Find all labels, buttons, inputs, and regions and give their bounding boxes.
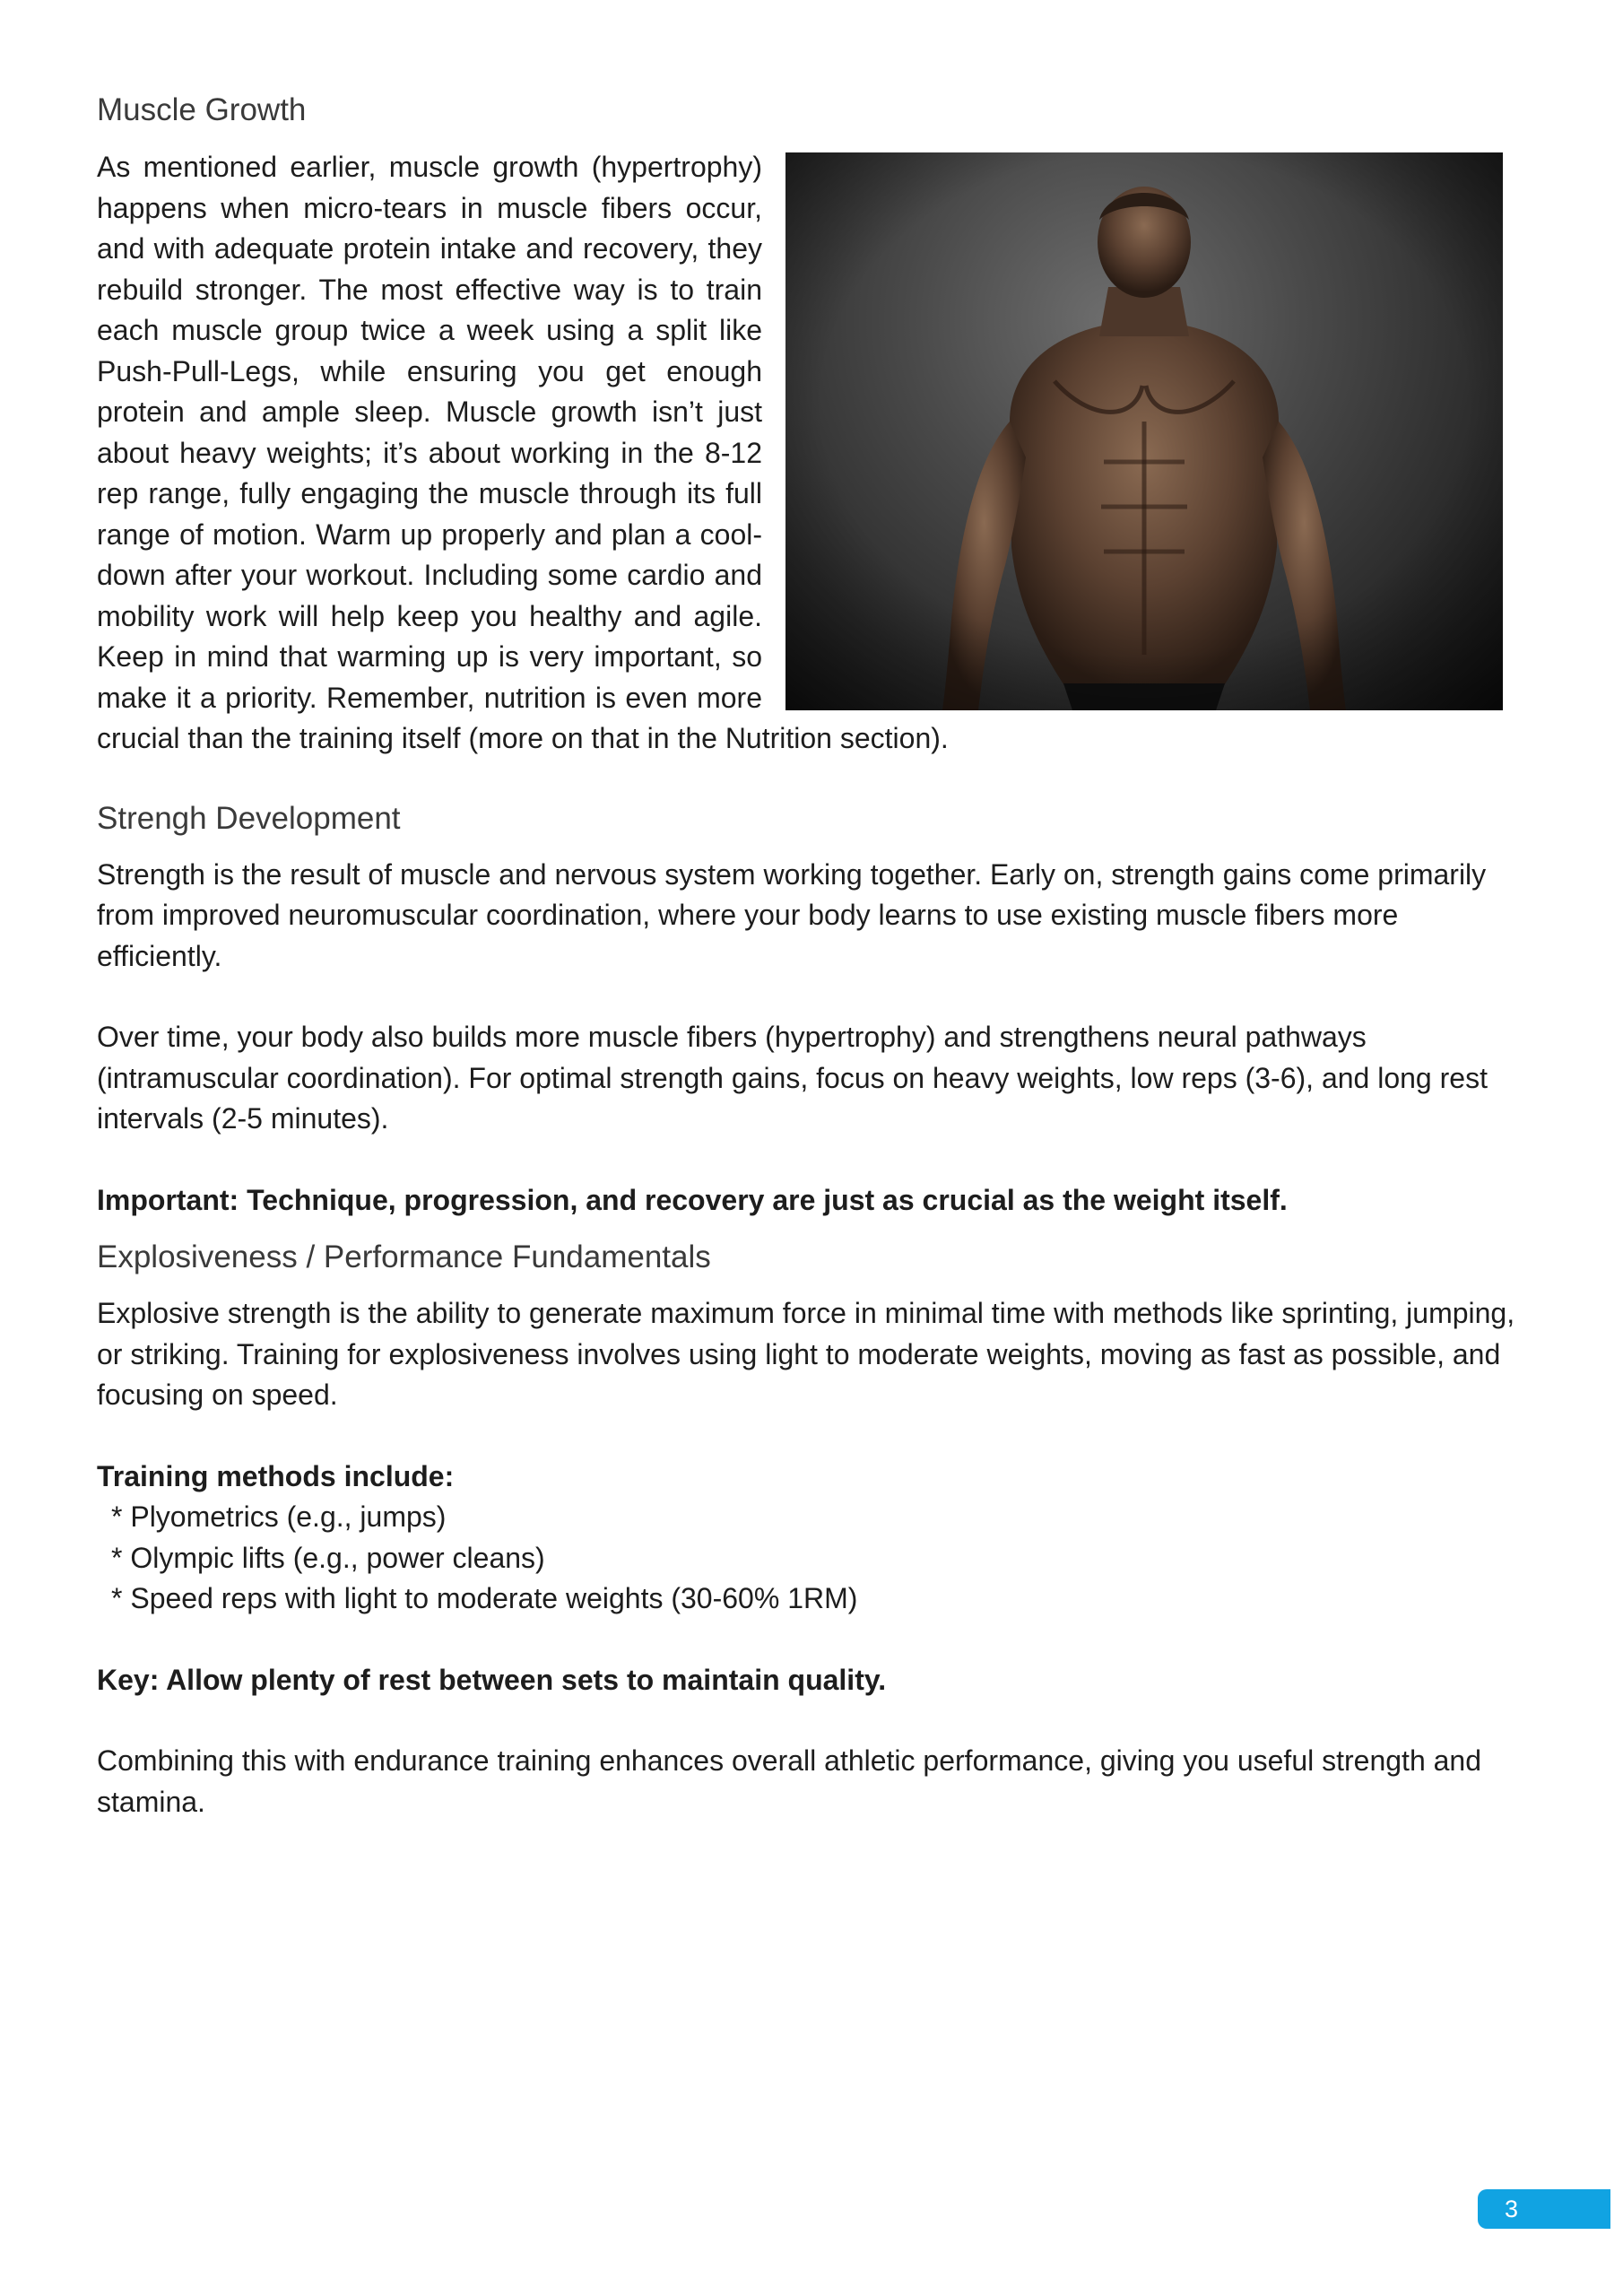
closing-paragraph: Combining this with endurance training enhances overall athletic performance, giving you useful strength and stamina.: [97, 1744, 1482, 1818]
strength-development-heading: Strengh Development: [97, 800, 401, 836]
list-item: * Plyometrics (e.g., jumps): [111, 1500, 447, 1533]
strength-paragraph-2: Over time, your body also builds more muscle fibers (hypertrophy) and strengthens neural pathways (intramuscular coordination). For optimal strength gains, focus on heavy weights, low reps (3-6), and long rest intervals (2-5 minutes).: [97, 1021, 1488, 1135]
muscle-growth-section: [97, 147, 1515, 760]
document-page: [97, 0, 1515, 1822]
muscle-growth-heading: Muscle Growth: [97, 92, 307, 127]
explosiveness-heading: Explosiveness / Performance Fundamentals: [97, 1239, 711, 1274]
muscular-man-photo: [785, 152, 1503, 710]
strength-paragraph-1: Strength is the result of muscle and nervous system working together. Early on, strength gains come primarily from improved neuromuscular coordination, where your body learns to use existing muscle fibers more efficiently.: [97, 857, 1487, 972]
muscular-man-illustration: [785, 152, 1503, 710]
training-methods-title: Training methods include:: [97, 1459, 455, 1492]
strength-important-note: Important: Technique, progression, and recovery are just as crucial as the weight itself.: [97, 1183, 1288, 1216]
page-number-badge: 3: [1478, 2189, 1610, 2229]
list-item: * Speed reps with light to moderate weights (30-60% 1RM): [111, 1582, 858, 1614]
explosiveness-paragraph: Explosive strength is the ability to generate maximum force in minimal time with methods like sprinting, jumping, or striking. Training for explosiveness involves using light to moderate weights, moving as fast as possible, and focusing on speed.: [97, 1297, 1515, 1411]
muscle-growth-paragraph: As mentioned earlier, muscle growth (hypertrophy) happens when micro-tears in muscle fibers occur, and with adequate protein intake and recovery, they rebuild stronger. The most effective way is to train each muscle group twice a week using a split like Push-Pull-Legs, while ensuring you get enough protein and ample sleep. Muscle growth isn’t just about heavy weights; it’s about working in the 8-12 rep range, fully engaging the muscle through its full range of motion. Warm up properly and plan a cool-down after your workout. Including some cardio and mobility work will help keep you healthy and agile. Keep in mind that warming up is very important, so make it a priority. Remember, nutrition is even more crucial than the training itself (more on that in the Nutrition section).: [97, 151, 949, 754]
list-item: * Olympic lifts (e.g., power cleans): [111, 1541, 545, 1574]
key-note: Key: Allow plenty of rest between sets to maintain quality.: [97, 1663, 887, 1696]
